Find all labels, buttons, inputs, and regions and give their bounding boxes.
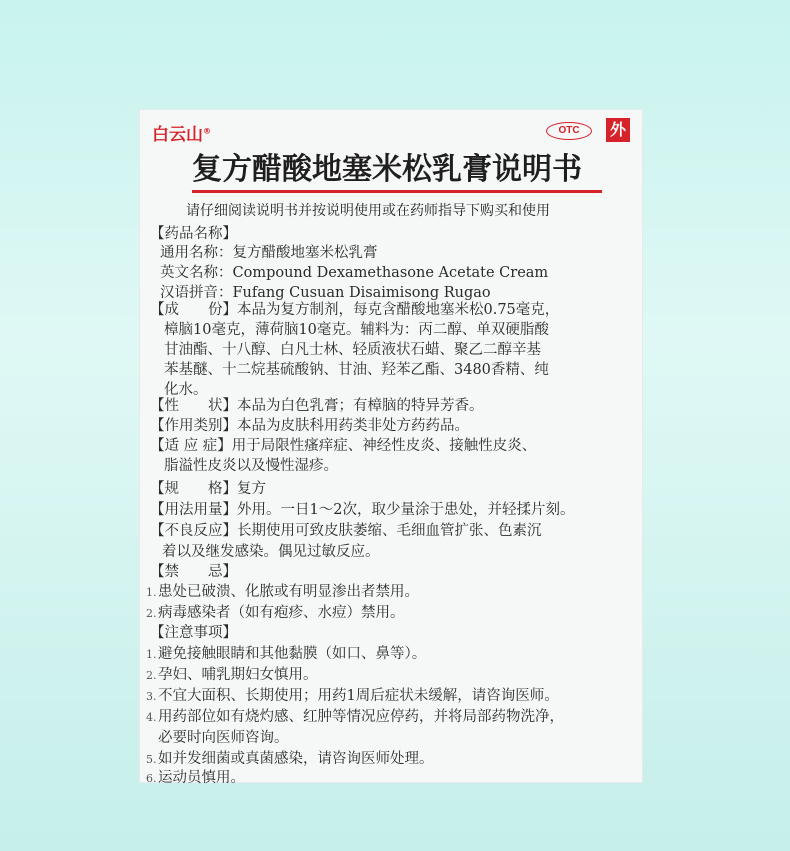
category: 【作用类别】本品为皮肤科用药类非处方药药品。: [150, 418, 469, 434]
document-title: 复方醋酸地塞米松乳膏说明书: [192, 152, 582, 187]
precautions-header: 【注意事项】: [150, 625, 237, 641]
instruction-sheet: [140, 110, 642, 786]
composition-line: 甘油酯、十八醇、白凡士林、轻质液状石蜡、聚乙二醇辛基: [164, 342, 541, 358]
english-name: 英文名称：Compound Dexamethasone Acetate Cream: [160, 265, 549, 281]
adverse-reactions-line: 【不良反应】长期使用可致皮肤萎缩、毛细血管扩张、色素沉: [150, 523, 542, 539]
precaution-item: 1. 避免接触眼睛和其他黏膜（如口、鼻等）。: [146, 646, 427, 662]
precaution-item: 2. 孕妇、哺乳期妇女慎用。: [146, 667, 318, 683]
drug-name-header: 【药品名称】: [150, 226, 237, 242]
composition-line: 樟脑10毫克，薄荷脑10毫克。辅料为：丙二醇、单双硬脂酸: [164, 322, 549, 338]
contraindication-item: 1. 患处已破溃、化脓或有明显渗出者禁用。: [146, 584, 419, 600]
composition-line: 【成 份】本品为复方制剂，每克含醋酸地塞米松0.75毫克，: [150, 302, 560, 318]
usage-dosage: 【用法用量】外用。一日1～2次，取少量涂于患处，并轻揉片刻。: [150, 502, 575, 518]
title-underline: [192, 190, 602, 193]
precaution-item: 6. 运动员慎用。: [146, 770, 245, 786]
generic-name: 通用名称：复方醋酸地塞米松乳膏: [160, 245, 378, 261]
pinyin-name: 汉语拼音：Fufang Cusuan Disaimisong Rugao: [160, 285, 491, 301]
indications-line: 【适 应 症】用于局限性瘙痒症、神经性皮炎、接触性皮炎、: [150, 438, 537, 454]
indications-line: 脂溢性皮炎以及慢性湿疹。: [164, 458, 338, 474]
contraindication-item: 2. 病毒感染者（如有疱疹、水痘）禁用。: [146, 605, 405, 621]
document-subtitle: 请仔细阅读说明书并按说明使用或在药师指导下购买和使用: [186, 203, 550, 219]
adverse-reactions-line: 着以及继发感染。偶见过敏反应。: [162, 544, 380, 560]
composition-line: 化水。: [164, 382, 208, 398]
properties: 【性 状】本品为白色乳膏；有樟脑的特异芳香。: [150, 398, 484, 414]
otc-badge: OTC: [546, 122, 592, 140]
composition-line: 苯基醚、十二烷基硫酸钠、甘油、羟苯乙酯、3480香精、纯: [164, 362, 549, 378]
brand-logo: 白云山®: [152, 125, 211, 145]
precaution-item: 5. 如并发细菌或真菌感染，请咨询医师处理。: [146, 751, 434, 767]
external-use-badge: 外: [606, 118, 630, 142]
precaution-item: 4. 用药部位如有烧灼感、红肿等情况应停药，并将局部药物洗净，: [146, 709, 564, 725]
precaution-item: 3. 不宜大面积、长期使用；用药1周后症状未缓解，请咨询医师。: [146, 688, 559, 704]
contraindications-header: 【禁 忌】: [150, 564, 237, 580]
precaution-item-continued: 必要时向医师咨询。: [158, 730, 289, 746]
specification: 【规 格】复方: [150, 481, 266, 497]
